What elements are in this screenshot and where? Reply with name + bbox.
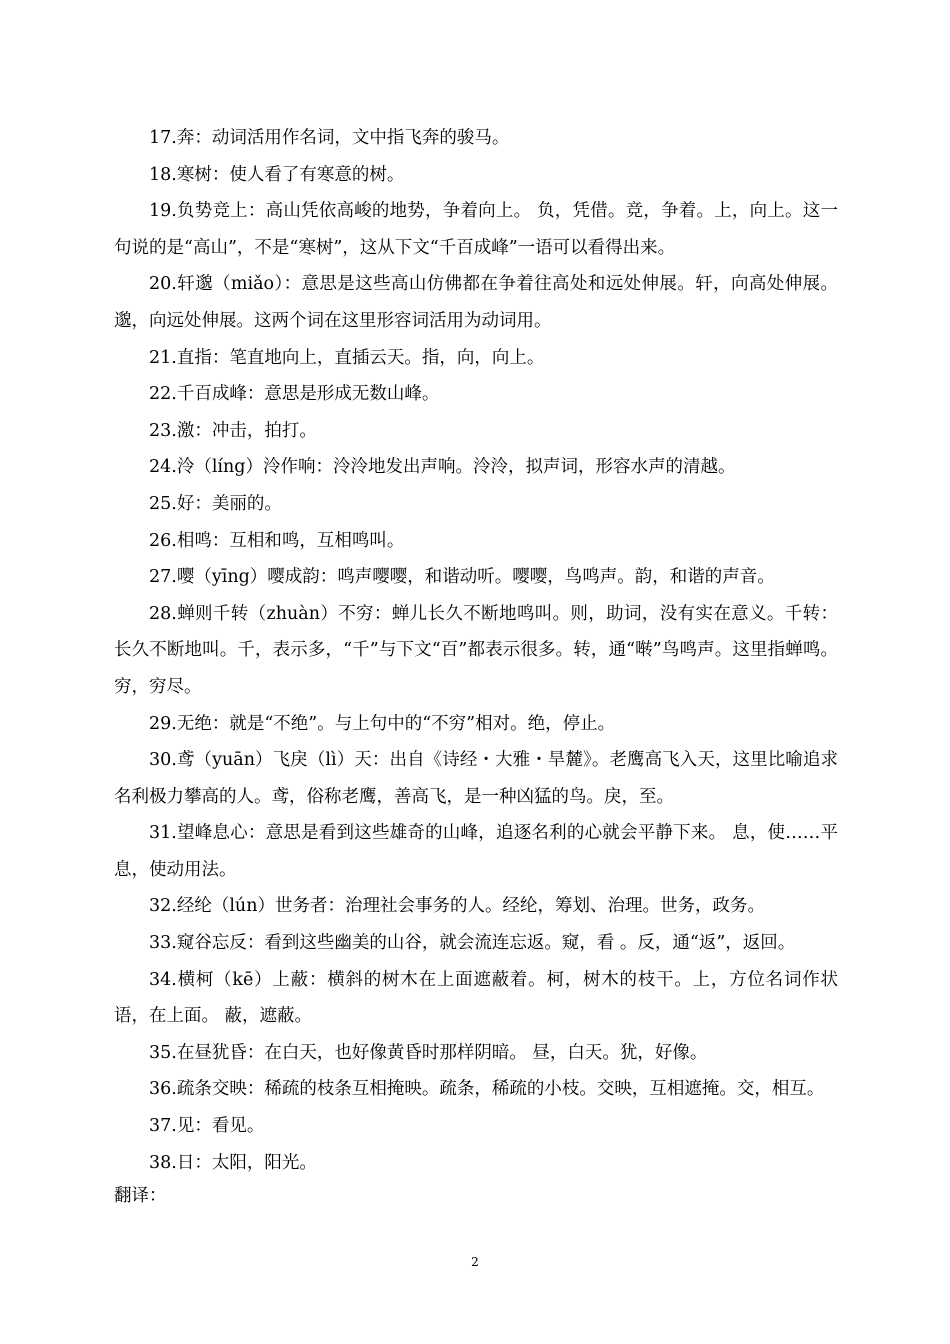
annotation-19: 19.负势竞上：高山凭依高峻的地势，争着向上。 负，凭借。竞，争着。上，向上。这一句说的是“高山”，不是“寒树”，这从下文“千百成峰”一语可以看得出来。 [114, 201, 838, 258]
annotation-20: 20.轩邈（miǎo）：意思是这些高山仿佛都在争着往高处和远处伸展。轩，向高处伸展。邈，向远处伸展。这两个词在这里形容词活用为动词用。 [114, 274, 838, 331]
annotation-34: 34.横柯（kē）上蔽：横斜的树木在上面遮蔽着。柯，树木的枝干。上，方位名词作状语，在上面。 蔽，遮蔽。 [114, 969, 838, 1027]
annotation-31: 31.望峰息心：意思是看到这些雄奇的山峰，追逐名利的心就会平静下来。 息，使……平息，使动用法。 [114, 823, 838, 880]
annotation-23: 23.激：冲击，拍打。 [149, 420, 317, 441]
annotation-25: 25.好：美丽的。 [149, 493, 282, 514]
annotation-38: 38.日：太阳，阳光。 [149, 1152, 317, 1173]
annotation-37: 37.见：看见。 [149, 1116, 265, 1137]
page-number: 2 [471, 1255, 479, 1269]
annotation-26: 26.相鸣：互相和鸣，互相鸣叫。 [149, 530, 405, 551]
annotation-36: 36.疏条交映：稀疏的枝条互相掩映。疏条，稀疏的小枝。交映，互相遮掩。交，相互。 [149, 1079, 825, 1100]
annotation-24: 24.泠（líng）泠作响：泠泠地发出声响。泠泠，拟声词，形容水声的清越。 [149, 457, 736, 478]
annotation-18: 18.寒树：使人看了有寒意的树。 [149, 164, 405, 185]
annotation-28: 28.蝉则千转（zhuàn）不穷：蝉儿长久不断地鸣叫。则，助词，没有实在意义。千转：长久不断地叫。千，表示多，“千”与下文“百”都表示很多。转，通“啭”鸟鸣声。这里指蝉鸣。穷，穷尽。 [114, 603, 838, 697]
annotation-27: 27.嘤（yīng）嘤成韵：鸣声嘤嘤，和谐动听。嘤嘤，鸟鸣声。韵，和谐的声音。 [149, 567, 775, 588]
annotation-22: 22.千百成峰：意思是形成无数山峰。 [149, 384, 440, 405]
translation-heading: 翻译： [114, 1186, 167, 1207]
annotation-17: 17.奔：动词活用作名词，文中指飞奔的骏马。 [149, 128, 510, 148]
annotation-33: 33.窥谷忘反：看到这些幽美的山谷，就会流连忘返。窥，看 。反，通“返”，返回。 [149, 933, 796, 954]
annotation-35: 35.在昼犹昏：在白天，也好像黄昏时那样阴暗。 昼，白天。犹，好像。 [149, 1042, 708, 1063]
annotation-32: 32.经纶（lún）世务者：治理社会事务的人。经纶，筹划、治理。世务，政务。 [149, 896, 765, 917]
annotation-list [114, 120, 838, 1211]
annotation-21: 21.直指：笔直地向上，直插云天。指，向，向上。 [149, 347, 545, 368]
annotation-29: 29.无绝：就是“不绝”。与上句中的“不穷”相对。绝，停止。 [149, 713, 616, 734]
annotation-30: 30.鸢（yuān）飞戾（lì）天：出自《诗经・大雅・旱麓》。老鹰高飞入天，这里比喻追求名利极力攀高的人。鸢，俗称老鹰，善高飞，是一种凶猛的鸟。戾，至。 [114, 750, 838, 807]
